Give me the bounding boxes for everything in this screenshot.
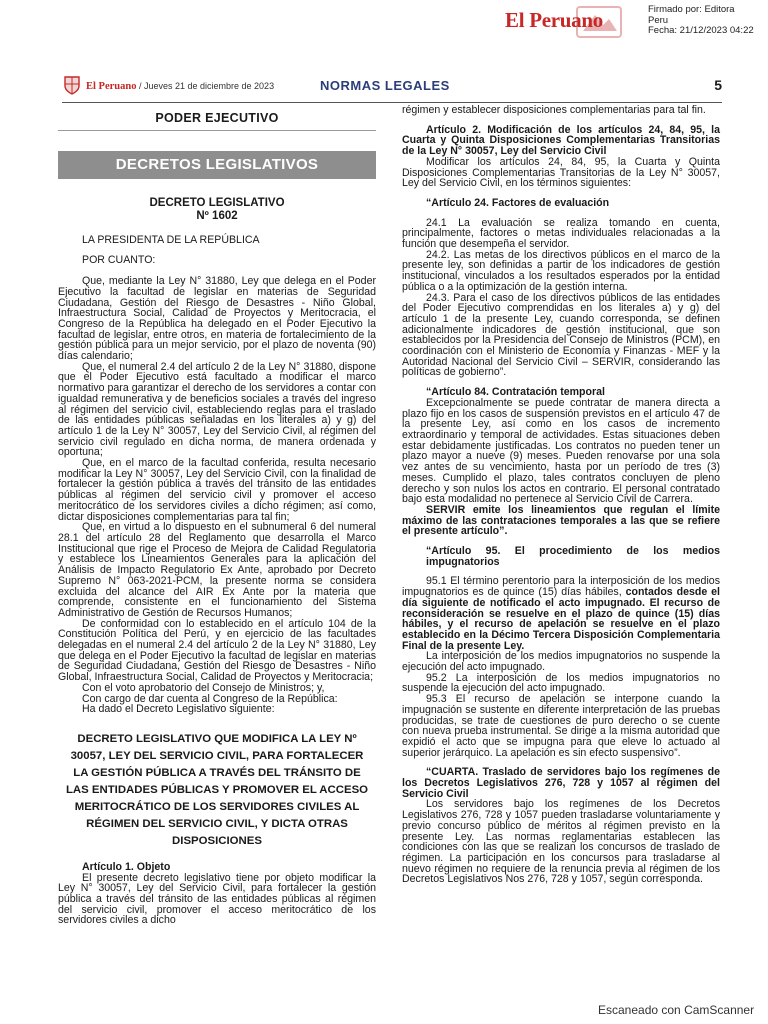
paragraph: Que, mediante la Ley N° 31880, Ley que delega en el Poder Ejecutivo la facultad de legislar en materias de Seguridad Ciudadana, Gestión del Riesgo de Desastres - Niño Global, Infraestructura Social, Calidad de Proyectos y Meritocracia, el Congreso de la República ha delegado en el Poder Ejecutivo la facultad de legislar, entre otros, en materia de fortalecimiento de la gestión pública para un mejor servicio, por el plazo de noventa (90) días calendario; [58, 275, 376, 363]
signature-logo [505, 8, 645, 38]
signature-line: Fecha: 21/12/2023 04:22 [648, 25, 754, 36]
paragraph: régimen y establecer disposiciones complementarias para tal fin. [402, 104, 706, 116]
left-column [58, 105, 376, 926]
paragraph: 24.2. Las metas de los directivos públicos en el marco de la presente ley, son definidas a partir de los indicadores de gestión institucional, vinculados a los resultados esperados por la entidad pública o a la optimización de la gestión interna. [402, 248, 720, 293]
paragraph: 24.3. Para el caso de los directivos públicos de las entidades del Poder Ejecutivo comprendidas en los literales a) y g) del artículo 1 de la presente Ley, cuando corresponda, se definen adicionalmente indicadores de gestión institucional, que son establecidos por la Presidencia del Consejo de Ministros (PCM), en coordinación con el Ministerio de Economía y Finanzas - MEF y la Autoridad Nacional del Servicio Civil – SERVIR, considerando las políticas de gobierno”. [402, 291, 720, 379]
paragraph: De conformidad con lo establecido en el artículo 104 de la Constitución Política del Perú, y en ejercicio de las facultades delegadas en el numeral 2.4 del artículo 2 de la Ley N° 31880, Ley que delega en el Poder Ejecutivo la facultad de legislar en materias de Seguridad Ciudadana, Gestión del Riesgo de Desastres - Niño Global, Infraestructura Social, Calidad de Proyectos y Meritocracia; [58, 617, 376, 684]
paragraph: Que, en virtud a lo dispuesto en el subnumeral 6 del numeral 28.1 del artículo 28 del Reglamento que desarrolla el Marco Institucional que rige el Proceso de Mejora de Calidad Regulatoria y establece los Lineamientos Generales para la aplicación del Análisis de Impacto Regulatorio Ex Ante, aprobado por Decreto Supremo N° 063-2021-PCM, la presente norma se considera excluida del alcance del AIR Ex Ante por la materia que comprende, consistente en el funcionamiento del Sistema Administrativo de Gestión de Recursos Humanos; [58, 521, 376, 619]
paragraph [402, 576, 720, 651]
paragraph: Con cargo de dar cuenta al Congreso de la República: [82, 692, 338, 705]
signature-line: Firmado por: Editora [648, 4, 735, 15]
por-cuanto: POR CUANTO: [82, 254, 156, 267]
header-date [86, 81, 274, 92]
decree-number: Nº 1602 [196, 209, 238, 222]
signature-text [648, 5, 754, 37]
right-column [402, 105, 720, 885]
paragraph: Que, el numeral 2.4 del artículo 2 de la Ley N° 31880, dispone que el Poder Ejecutivo está facultado a modificar el marco normativo para garantizar el derecho de los servidores a contar con igualdad remunerativa y de beneficios sociales a través del ingreso al régimen del servicio civil, estableciendo reglas para el traslado de las entidades públicas señaladas en los literales a) y g) del artículo 1 de la Ley N° 30057, Ley del Servicio Civil, al régimen del servicio civil regulado en dicha norma, de manera ordenada y oportuna; [58, 360, 376, 459]
category-banner: DECRETOS LEGISLATIVOS [58, 151, 376, 179]
paragraph: SERVIR emite los lineamientos que regulan el límite máximo de las contrataciones temporales a las que se refiere el presente artículo”. [402, 503, 720, 538]
article-heading: Artículo 1. Objeto [82, 860, 171, 873]
header-date-text: / Jueves 21 de diciembre de 2023 [138, 81, 275, 91]
article-heading: “CUARTA. Traslado de servidores bajo los regímenes de los Decretos Legislativos 276, 728 y 1057 al régimen del Servicio Civil [402, 766, 720, 800]
article-heading: Artículo 2. Modificación de los artículos 24, 84, 95, la Cuarta y Quinta Disposiciones Complementarias Transitorias de la Ley N° 30057, Ley del Servicio Civil [402, 123, 720, 158]
paragraph-bold-text: contados desde el día siguiente de notificado el acto impugnado. El recurso de reconsideración se resuelve en el plazo de quince (15) días hábiles, y el recurso de apelación se resuelve en el plazo establecido en la Décimo Tercera Disposición Complementaria Final de la presente Ley. [402, 586, 720, 652]
paragraph: Que, en el marco de la facultad conferida, resulta necesario modificar la Ley N° 30057, Ley del Servicio Civil, con la finalidad de fortalecer la gestión pública a través del tránsito de las entidades públicas al régimen del servicio civil y promover el acceso meritocrático de los servidores civiles a dicho régimen; así como, dictar disposiciones complementarias para tal fin; [58, 457, 376, 523]
paragraph: 95.3 El recurso de apelación se interpone cuando la impugnación se sustente en diferente interpretación de las pruebas producidas, se trate de cuestiones de puro derecho o se cuente con nueva prueba instrumental. Se dirige a la misma autoridad que expidió el acto que se impugna para que eleve lo actuado al superior jerárquico. La apelación es sin efecto suspensivo”. [402, 693, 720, 759]
signature-watermark-icon [573, 1, 625, 43]
page-number: 5 [714, 77, 722, 93]
paragraph: Excepcionalmente se puede contratar de manera directa a plazo fijo en los casos de suspensión previstos en el artículo 47 de la presente Ley, así como en los casos de incremento extraordinario y temporal de actividades. Estas situaciones deben estar debidamente justificadas. Los contratos no pueden tener un plazo mayor a nueve (9) meses. Pueden renovarse por una sola vez antes de su vencimiento, hasta por un período de tres (3) meses. Cumplido el plazo, tales contratos concluyen de pleno derecho y son nulos los actos en contrario. El personal contratado bajo esta modalidad no pertenece al Servicio Civil de Carrera. [402, 396, 720, 506]
header-section: NORMAS LEGALES [320, 78, 450, 93]
paragraph: Modificar los artículos 24, 84, 95, la Cuarta y Quinta Disposiciones Complementarias Transitorias de la Ley N° 30057, Ley del Servicio Civil, en los términos siguientes: [402, 155, 720, 190]
peru-crest-icon [62, 74, 82, 96]
scanner-watermark: Escaneado con CamScanner [598, 1003, 755, 1017]
paragraph: 24.1 La evaluación se realiza tomando en cuenta, principalmente, factores o metas individuales relacionadas a la función que desempeña el servidor. [402, 216, 720, 251]
paragraph: El presente decreto legislativo tiene por objeto modificar la Ley N° 30057, Ley del Servicio Civil, para fortalecer la gestión pública a través del tránsito de las entidades públicas al régimen del servicio civil, promover el acceso meritocrático de los servidores civiles a dicho [58, 871, 376, 927]
page-header [62, 72, 722, 103]
signature-brand: El Peruano [505, 8, 603, 32]
paragraph: 95.2 La interposición de los medios impugnatorios no suspende la ejecución del acto impugnado. [402, 671, 720, 695]
paragraph: Los servidores bajo los regímenes de los Decretos Legislativos 276, 728 y 1057 pueden trasladarse voluntariamente y previo concurso público de méritos al régimen previsto en la presente Ley. Las normas reglamentarias establecen las condiciones con las que se realizan los concursos de traslado de régimen. La participación en los concursos para trasladarse al nuevo régimen no requiere de la renuncia previa al régimen de los Decretos Legislativos Nos 276, 728 y 1057, según corresponda. [402, 798, 720, 886]
decree-title-line: DECRETO LEGISLATIVO [149, 196, 285, 209]
paragraph: La interposición de los medios impugnatorios no suspende la ejecución del acto impugnado. [402, 650, 720, 674]
article-heading: “Artículo 95. El procedimiento de los medios impugnatorios [426, 545, 720, 568]
header-brand: El Peruano [86, 81, 137, 92]
paragraph: Con el voto aprobatorio del Consejo de Ministros; y, [82, 681, 325, 694]
article-heading: “Artículo 84. Contratación temporal [426, 386, 605, 399]
decree-full-title: DECRETO LEGISLATIVO QUE MODIFICA LA LEY Nº 30057, LEY DEL SERVICIO CIVIL, PARA FORTALECER LA GESTIÓN PÚBLICA A TRAVÉS DEL TRÁNSITO DE LAS ENTIDADES PÚBLICAS Y PROMOVER EL ACCESO MERITOCRÁTICO DE LOS SERVIDORES CIVILES AL RÉGIMEN DEL SERVICIO CIVIL, Y DICTA OTRAS DISPOSICIONES [65, 732, 369, 847]
section-heading: PODER EJECUTIVO [58, 105, 376, 131]
decree-title [58, 197, 376, 223]
article-heading: “Artículo 24. Factores de evaluación [426, 196, 610, 209]
signature-line: Peru [648, 14, 669, 26]
paragraph-text: 95.1 El término perentorio para la interposición de los medios impugnatorios es de quince (15) días hábiles, [402, 575, 720, 599]
presidenta-line: LA PRESIDENTA DE LA REPÚBLICA [82, 233, 260, 246]
paragraph: Ha dado el Decreto Legislativo siguiente: [82, 703, 275, 716]
